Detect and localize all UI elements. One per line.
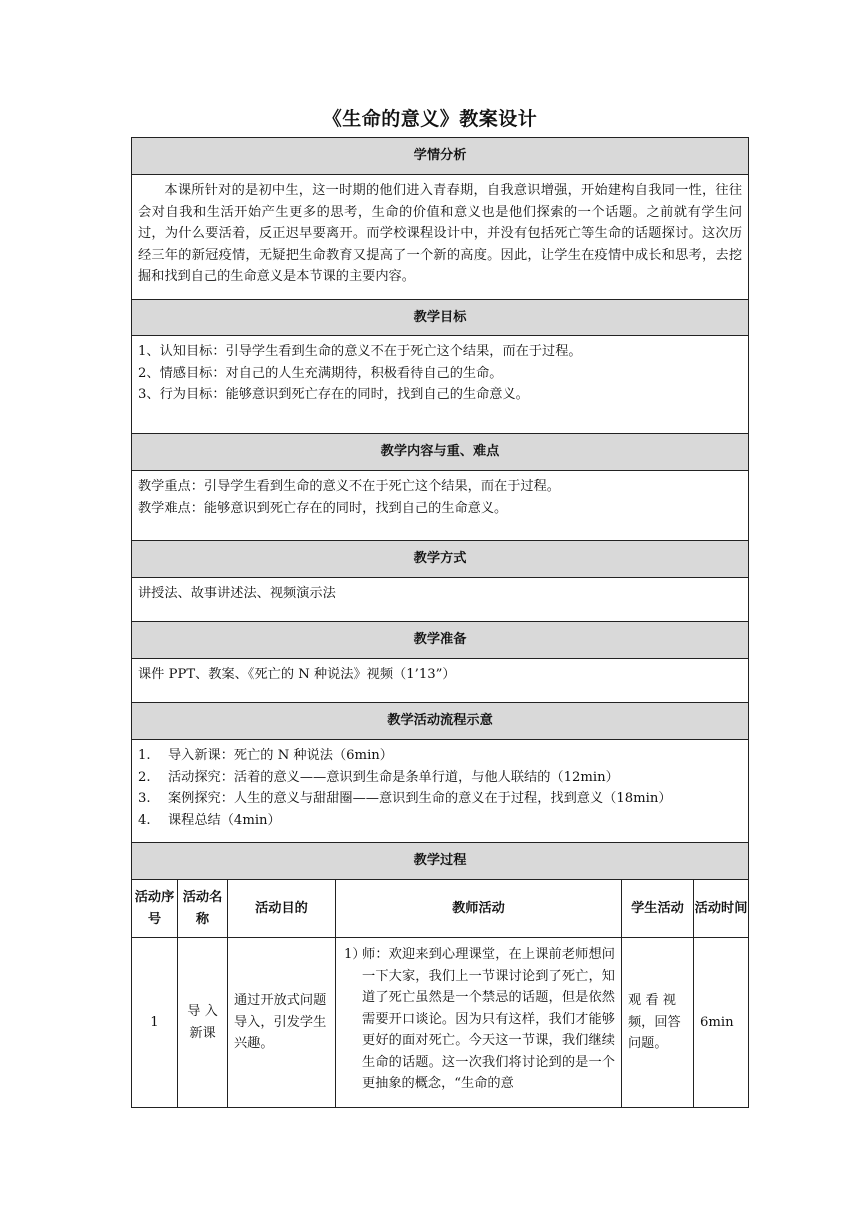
section-heading-methods: 教学方式 bbox=[132, 541, 749, 578]
column-header-student: 学生活动 bbox=[622, 880, 694, 938]
teacher-activity bbox=[336, 938, 622, 1108]
column-header-name: 活动名称 bbox=[178, 880, 228, 938]
flow-item-number: 3. bbox=[138, 791, 151, 806]
student-activity: 观 看 视频，回答问题。 bbox=[622, 938, 694, 1108]
analysis-text: 本课所针对的是初中生，这一时期的他们进入青春期，自我意识增强，开始建构自我同一性，往往会对自我和生活开始产生更多的思考，生命的价值和意义也是他们探索的一个话题。之前就有学生问过，为什么要活着，反正迟早要离开。而学校课程设计中，并没有包括死亡等生命的话题探讨。这次历经三年的新冠疫情，无疑把生命教育又提高了一个新的高度。因此，让学生在疫情中成长和思考，去挖掘和找到自己的生命意义是本节课的主要内容。 bbox=[138, 183, 743, 284]
teacher-activity-text: 师：欢迎来到心理课堂，在上课前老师想问一下大家，我们上一节课讨论到了死亡，知道了死亡虽然是一个禁忌的话题，但是依然需要开口谈论。因为只有这样，我们才能够更好的面对死亡。今天这一节课，我们继续生命的话题。这一次我们将讨论到的是一个更抽象的概念，“生命的意 bbox=[362, 947, 615, 1091]
column-header-purpose: 活动目的 bbox=[228, 880, 336, 938]
goal-item: 1、认知目标：引导学生看到生命的意义不在于死亡这个结果，而在于过程。 bbox=[138, 344, 582, 359]
flow-item bbox=[138, 788, 742, 810]
column-header-seq: 活动序号 bbox=[132, 880, 178, 938]
lesson-plan-table bbox=[131, 137, 749, 1108]
section-heading-goals: 教学目标 bbox=[132, 300, 749, 336]
flow-item-text: 活动探究：活着的意义——意识到生命是条单行道，与他人联结的（12min） bbox=[168, 769, 619, 785]
analysis-content bbox=[132, 175, 749, 300]
flow-item bbox=[138, 767, 742, 789]
flow-item-text: 案例探究：人生的意义与甜甜圈——意识到生命的意义在于过程，找到意义（18min） bbox=[168, 791, 672, 806]
column-header-time: 活动时间 bbox=[694, 880, 749, 938]
flow-item bbox=[138, 810, 742, 832]
teacher-activity-marker: 1） bbox=[344, 947, 366, 962]
section-heading-focus: 教学内容与重、难点 bbox=[132, 434, 749, 471]
methods-text: 讲授法、故事讲述法、视频演示法 bbox=[138, 586, 336, 601]
flow-item-text: 导入新课：死亡的 N 种说法（6min） bbox=[168, 748, 393, 763]
focus-content bbox=[132, 471, 749, 541]
flow-item bbox=[138, 745, 742, 767]
section-heading-analysis: 学情分析 bbox=[132, 138, 749, 175]
flow-item-number: 1. bbox=[138, 748, 151, 763]
goal-item: 3、行为目标：能够意识到死亡存在的同时，找到自己的生命意义。 bbox=[138, 387, 529, 402]
goal-item: 2、情感目标：对自己的人生充满期待，积极看待自己的生命。 bbox=[138, 365, 503, 381]
section-heading-flow: 教学活动流程示意 bbox=[132, 703, 749, 740]
flow-item-text: 课程总结（4min） bbox=[168, 812, 281, 828]
activity-time: 6min bbox=[694, 938, 749, 1108]
prep-content bbox=[132, 659, 749, 703]
activity-purpose: 通过开放式问题导入，引发学生兴趣。 bbox=[228, 938, 336, 1108]
focus-item: 教学难点：能够意识到死亡存在的同时，找到自己的生命意义。 bbox=[138, 500, 508, 516]
goals-content bbox=[132, 336, 749, 434]
prep-text: 课件 PPT、教案、《死亡的 N 种说法》视频（1’13”） bbox=[138, 667, 456, 682]
section-heading-prep: 教学准备 bbox=[132, 622, 749, 659]
section-heading-process: 教学过程 bbox=[132, 843, 749, 880]
flow-item-number: 4. bbox=[138, 812, 151, 828]
page-title: 《生命的意义》教案设计 bbox=[322, 108, 538, 130]
focus-item: 教学重点：引导学生看到生命的意义不在于死亡这个结果，而在于过程。 bbox=[138, 479, 560, 494]
activity-name: 导 入新课 bbox=[178, 938, 228, 1108]
methods-content bbox=[132, 578, 749, 622]
flow-content bbox=[132, 740, 749, 843]
column-header-teacher: 教师活动 bbox=[336, 880, 622, 938]
table-row bbox=[132, 938, 749, 1108]
flow-item-number: 2. bbox=[138, 769, 151, 785]
activity-seq: 1 bbox=[132, 938, 178, 1108]
